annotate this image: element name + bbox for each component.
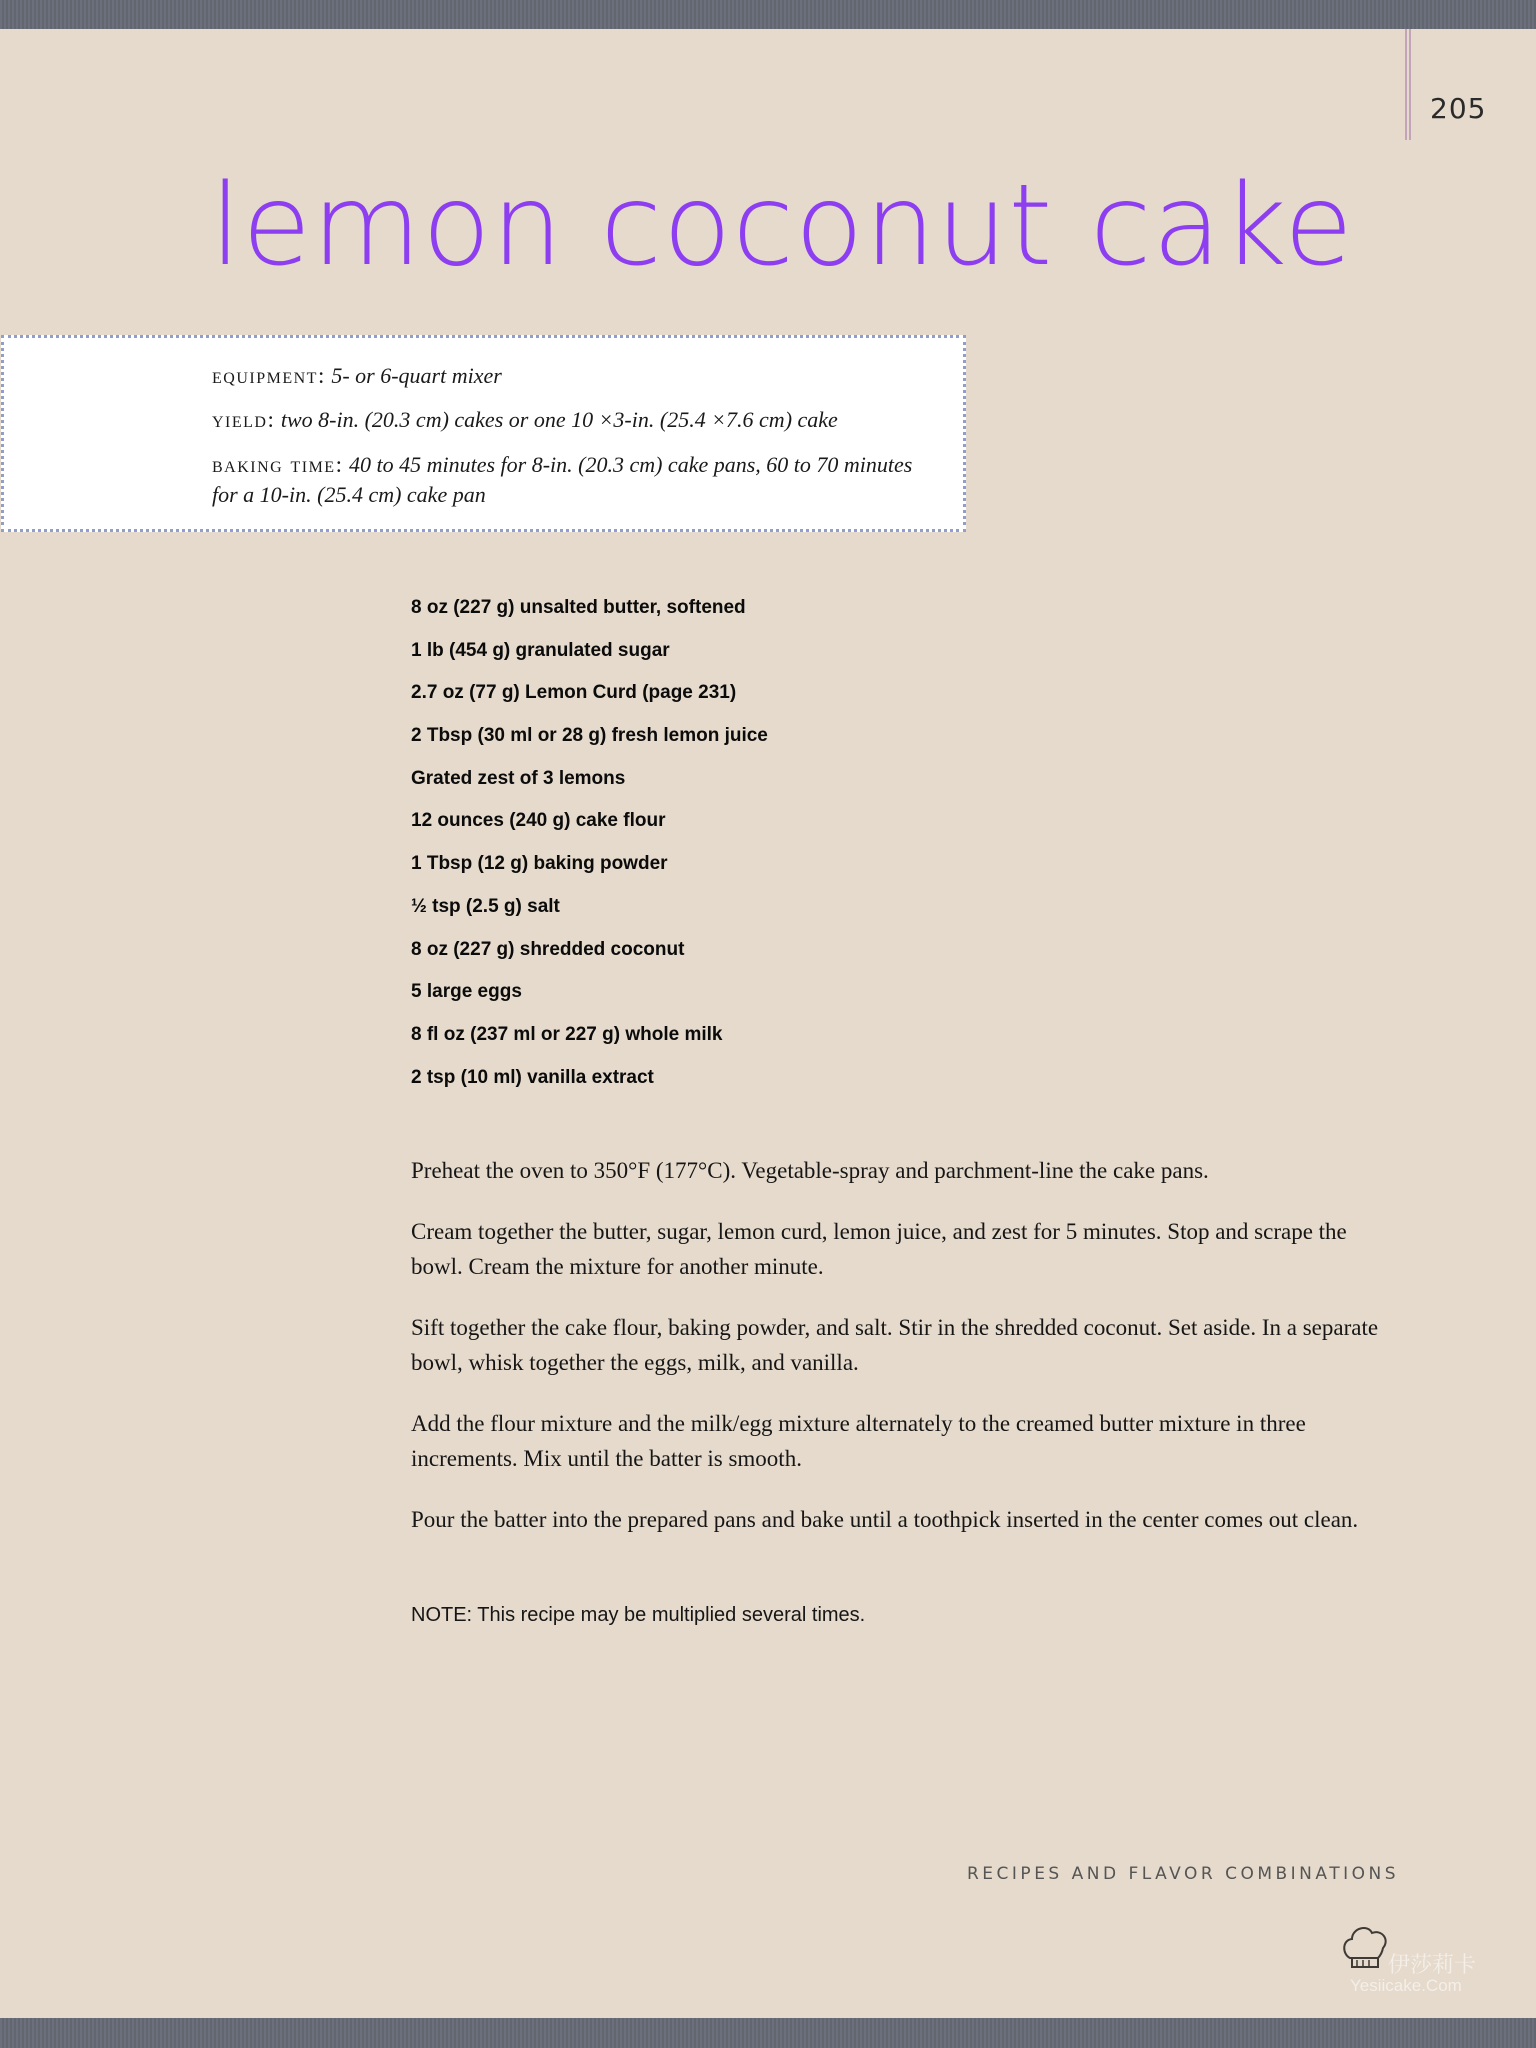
top-frame-border (0, 0, 1536, 29)
ingredient-item: 2 Tbsp (30 ml or 28 g) fresh lemon juice (411, 725, 768, 747)
baking-time-value: 40 to 45 minutes for 8-in. (20.3 cm) cake pans, 60 to 70 minutes (348, 452, 913, 477)
method-steps (411, 1153, 1381, 1563)
ingredient-item: 5 large eggs (411, 981, 522, 1003)
method-step: Sift together the cake flour, baking powder, and salt. Stir in the shredded coconut. Set aside. In a separate bowl, whisk together the eggs, milk, and vanilla. (411, 1315, 1379, 1375)
bottom-frame-border (0, 2018, 1536, 2048)
equipment-value: 5- or 6-quart mixer (331, 363, 502, 388)
recipe-note: NOTE: This recipe may be multiplied several times. (411, 1604, 866, 1626)
watermark-site-text: Yesiicake.Com (1350, 1976, 1462, 1995)
baking-time-line (212, 450, 912, 480)
method-step: Cream together the butter, sugar, lemon curd, lemon juice, and zest for 5 minutes. Stop and scrape the bowl. Cream the mixture for another minute. (411, 1219, 1347, 1279)
page-number-rule (1405, 29, 1411, 140)
recipe-title: lemon coconut cake (210, 161, 1354, 291)
method-step: Preheat the oven to 350°F (177°C). Vegetable-spray and parchment-line the cake pans. (411, 1158, 1209, 1183)
ingredient-item: 2 tsp (10 ml) vanilla extract (411, 1066, 654, 1088)
ingredient-item: 8 fl oz (237 ml or 227 g) whole milk (411, 1023, 723, 1045)
ingredient-item: Grated zest of 3 lemons (411, 767, 626, 789)
ingredient-list (411, 588, 768, 1100)
ingredient-item: 1 Tbsp (12 g) baking powder (411, 853, 668, 875)
ingredient-item: 1 lb (454 g) granulated sugar (411, 639, 670, 661)
watermark (1340, 1920, 1500, 1995)
method-step: Pour the batter into the prepared pans and bake until a toothpick inserted in the center comes out clean. (411, 1507, 1359, 1532)
ingredient-item: ½ tsp (2.5 g) salt (411, 895, 560, 917)
recipe-info-box (1, 335, 966, 532)
ingredient-item: 2.7 oz (77 g) Lemon Curd (page 231) (411, 682, 737, 704)
watermark-chinese-text: 伊莎莉卡 (1388, 1953, 1477, 1978)
yield-label: yield: (212, 407, 276, 432)
ingredient-item: 8 oz (227 g) shredded coconut (411, 938, 685, 960)
baking-time-line-2 (212, 480, 486, 510)
yield-line (212, 405, 838, 435)
baking-time-label: baking time: (212, 452, 344, 477)
equipment-label: equipment: (212, 363, 326, 388)
yield-value: two 8-in. (20.3 cm) cakes or one 10 ×3-in. (25.4 ×7.6 cm) cake (280, 407, 838, 432)
equipment-line (212, 361, 502, 391)
method-step: Add the flour mixture and the milk/egg mixture alternately to the creamed butter mixture in three increments. Mix until the batter is smooth. (411, 1411, 1306, 1471)
ingredient-item: 8 oz (227 g) unsalted butter, softened (411, 597, 746, 618)
ingredient-item: 12 ounces (240 g) cake flour (411, 810, 666, 832)
baking-time-value-continued: for a 10-in. (25.4 cm) cake pan (212, 482, 486, 507)
section-footer: RECIPES AND FLAVOR COMBINATIONS (967, 1864, 1399, 1884)
page-number: 205 (1430, 92, 1487, 125)
chef-hat-icon (1340, 1920, 1390, 1972)
